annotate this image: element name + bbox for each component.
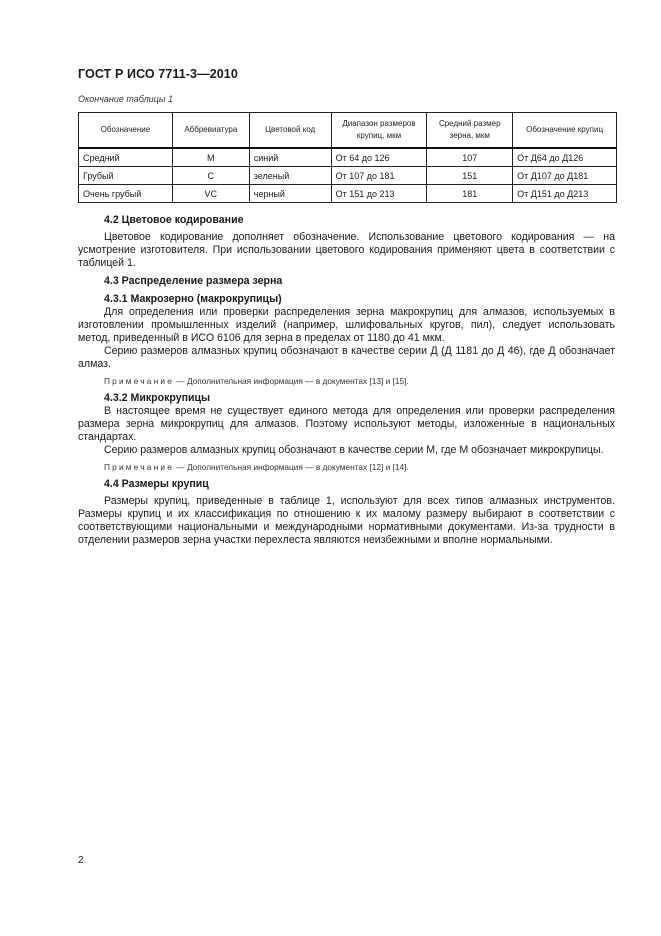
paragraph-grit-sizes: Размеры крупиц, приведенные в таблице 1, используют для всех типов алмазных инструментов. Размеры крупиц и их классификация по отношению к их малому размеру выбирают в соответствии с соответствующими национальными и международными нормативными документами. Из-за трудности в отделении размеров зерна участки перехлеста являются неизбежными и вполне нормальными. [78, 495, 615, 546]
cell-designation: Грубый [79, 167, 173, 185]
cell-color-code: зеленый [249, 167, 331, 185]
cell-mean-size: 151 [427, 167, 513, 185]
cell-grit-designation: От Д64 до Д126 [513, 148, 617, 167]
cell-abbreviation: M [172, 148, 249, 167]
cell-abbreviation: C [172, 167, 249, 185]
column-header-mean-size: Средний размер зерна, мкм [427, 113, 513, 149]
cell-size-range: От 151 до 213 [331, 185, 427, 203]
section-heading-4-3-1: 4.3.1 Макрозерно (макрокрупицы) [104, 293, 282, 305]
cell-grit-designation: От Д151 до Д213 [513, 185, 617, 203]
cell-grit-designation: От Д107 до Д181 [513, 167, 617, 185]
section-heading-4-3: 4.3 Распределение размера зерна [104, 275, 283, 287]
paragraph-color-coding: Цветовое кодирование дополняет обозначение. Использование цветового кодирования — на усмотрение изготовителя. При использовании цветового кодирования применяют цвета в соответствии с таблицей 1. [78, 231, 615, 269]
section-heading-4-4: 4.4 Размеры крупиц [104, 478, 209, 490]
note-label: Примечание [104, 462, 175, 472]
paragraph-macro-grit-series: Серию размеров алмазных крупиц обозначают в качестве серии Д (Д 1181 до Д 46), где Д обозначает алмаз. [78, 345, 615, 370]
note-micro-grit [78, 461, 615, 473]
column-header-color-code: Цветовой код [249, 113, 331, 149]
table-header-row [79, 113, 617, 149]
cell-color-code: синий [249, 148, 331, 167]
column-header-grit-designation: Обозначение крупиц [513, 113, 617, 149]
note-text: — Дополнительная информация — в документах [13] и [15]. [174, 376, 409, 386]
cell-size-range: От 64 до 126 [331, 148, 427, 167]
page-number: 2 [78, 855, 84, 866]
cell-designation: Очень грубый [79, 185, 173, 203]
column-header-designation: Обозначение [79, 113, 173, 149]
section-heading-4-2: 4.2 Цветовое кодирование [104, 214, 244, 226]
document-body [78, 213, 615, 547]
table-row [79, 167, 617, 185]
cell-color-code: черный [249, 185, 331, 203]
column-header-size-range: Диапазон размеров крупиц, мкм [331, 113, 427, 149]
table-caption: Окончание таблицы 1 [78, 94, 173, 104]
cell-mean-size: 181 [427, 185, 513, 203]
table-row [79, 148, 617, 167]
paragraph-macro-grit-method: Для определения или проверки распределения зерна макрокрупиц для алмазов, используемых в изготовлении промышленных изделий (например, шлифовальных кругов, пил), следует использовать метод, приведенный в ИСО 6106 для зерна в пределах от 1180 до 41 мкм. [78, 306, 615, 344]
document-header: ГОСТ Р ИСО 7711-3—2010 [78, 67, 238, 81]
cell-mean-size: 107 [427, 148, 513, 167]
section-heading-4-3-2: 4.3.2 Микрокрупицы [104, 392, 211, 404]
note-label: Примечание [104, 376, 175, 386]
paragraph-micro-grit-series: Серию размеров алмазных крупиц обозначают в качестве серии М, где М обозначает микрокрупицы. [104, 444, 604, 456]
cell-designation: Средний [79, 148, 173, 167]
paragraph-micro-grit-method: В настоящее время не существует единого метода для определения или проверки распределения размера зерна микрокрупиц для алмазов. Поэтому используют методы, изложенные в национальных стандартах. [78, 405, 615, 443]
grain-size-table [78, 112, 617, 203]
table-row [79, 185, 617, 203]
column-header-abbreviation: Аббревиатура [172, 113, 249, 149]
cell-abbreviation: VC [172, 185, 249, 203]
note-macro-grit [78, 375, 615, 387]
note-text: — Дополнительная информация — в документах [12] и [14]. [174, 462, 409, 472]
cell-size-range: От 107 до 181 [331, 167, 427, 185]
